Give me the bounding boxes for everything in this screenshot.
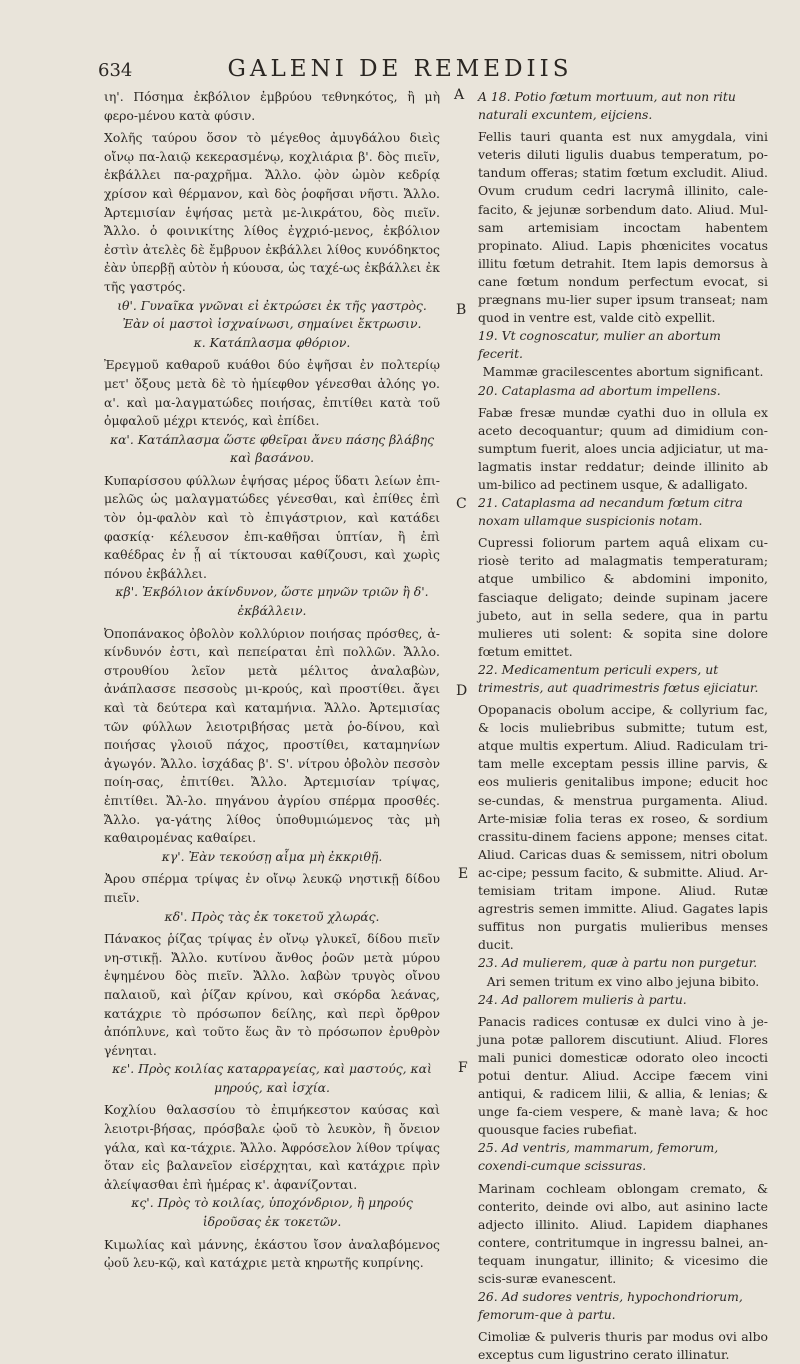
section-heading: A 18. Potio fœtum mortuum, aut non ritu naturali excuntem, eijciens.: [478, 89, 736, 123]
latin-column: [478, 88, 768, 1364]
section-heading: 19. Vt cognoscatur, mulier an abortum fecerit.: [478, 328, 721, 362]
section-heading: 24. Ad pallorem mulieris à partu.: [478, 991, 687, 1007]
page-header: [0, 56, 800, 86]
section-heading: κα'. Κατάπλασμα ὥστε φθεῖραι ἄνευ πάσης βλάβης καὶ βασάνου.: [109, 431, 435, 466]
section-heading: Ἐὰν οἱ μαστοὶ ἰσχναίνωσι, σημαίνει ἔκτρωσιν.: [122, 316, 422, 332]
greek-column: [104, 88, 440, 1273]
paragraph: Fellis tauri quanta est nux amygdala, vini veteris diluti ligulis duabus temperatum, po-tandum offeras; statim fœtum excludit. Aliud. Ovum crudum cedri lacrymâ illinito, cale-facito, & jejunæ sorbendum dato. Aliud. Mul-sam artemisiam incoctam habentem propinato. Aliud. Lapis phœnicites vocatus illitu fœtum detrahit. Item lapis demorsus à cane fœtum nondum perfectum evocat, si prægnans mu-lier super ipsum transeat; nam quod in ventre est, valde citò expellit.: [478, 129, 768, 326]
paragraph: Ἐρεγμοῦ καθαροῦ κυάθοι δύο ἐψῆσαι ἐν πολτερίῳ μετ' ὄξους μετὰ δὲ τὸ ἡμίεφθον γένεσθαι ἀλόης γο. α'. καὶ μα-λαγματώδες ποιήσας, ἐπιτίθει κατὰ τοῦ ὀμφαλοῦ μέχρι κτενός, καὶ ἐπίδει.: [104, 357, 440, 429]
section-heading: Mammæ gracilescentes abortum significant.: [482, 364, 764, 380]
paragraph: Cupressi foliorum partem aquâ elixam cu-riosè terito ad malagmatis temperaturam; atque umbilico & abdomini imponito, fasciaque deligato; deinde supinam jacere jubeto, aut in sella sedere, qua in partu mulieres uti solent: & sopita sine dolore fœtum emittet.: [478, 535, 768, 659]
section-heading: 23. Ad mulierem, quæ à partu non purgetur.: [478, 955, 758, 971]
section-heading: 21. Cataplasma ad necandum fœtum citra noxam ullamque suspicionis notam.: [478, 495, 743, 529]
paragraph: Fabæ fresæ mundæ cyathi duo in ollula ex aceto decoquantur; quum ad dimidium con-sumptum fuerit, aloes uncia adjiciatur, ut ma-lagmatis instar reddatur; deinde illinito ab um-bilico ad pectinem usque, & adalligato.: [478, 404, 768, 492]
margin-letter-d: D: [456, 683, 468, 699]
section-heading: 26. Ad sudores ventris, hypochondriorum, femorum-que à partu.: [478, 1289, 743, 1323]
paragraph: Panacis radices contusæ ex dulci vino à je-juna potæ pallorem discutiunt. Aliud. Flores mali punici domesticæ odorato oleo incocti potui dentur. Aliud. Accipe fæcem vini antiqui, & radicem lilii, & allia, & lenias; & unge fa-ciem vespere, & manè lava; & hoc quousque facies rubefiat.: [478, 1013, 768, 1138]
paragraph: Χολῆς ταύρου ὅσον τὸ μέγεθος ἀμυγδάλου διεὶς οἴνῳ πα-λαιῷ κεκερασμένῳ, κοχλιάρια β'. δὸς πιεῖν, ἐκβάλλει πα-ραχρῆμα. Ἄλλο. ᾠὸν ὠμὸν κεδρίᾳ χρίσον καὶ θέρμανον, καὶ δὸς ῥοφῆσαι νῆστι. Ἄλλο. Ἀρτεμισίαν ἑψήσας μετὰ με-λικράτου, δὸς πιεῖν. Ἄλλο. ὁ φοινικίτης λίθος ἐγχριό-μενος, ἐκβόλιον ἐστὶν ἀτελὲς δὲ ἔμβρυον ἐκβάλλει λίθος κυνόδηκτος ἐὰν ὑπερβῇ αὐτὸν ἡ κύουσα, ὡς ταχέ-ως ἐκβάλλει ἐκ τῆς γαστρός.: [104, 130, 440, 294]
section-heading: κε'. Πρὸς κοιλίας καταρραγείας, καὶ μαστούς, καὶ μηρούς, καὶ ἰσχία.: [112, 1061, 432, 1095]
section-heading: Ari semen tritum ex vino albo jejuna bibito.: [486, 973, 760, 989]
paragraph: Marinam cochleam oblongam cremato, & conterito, deinde ovi albo, aut asinino lacte adjecto illinito. Aliud. Lapidem diaphanes contere, contritumque in ingressu balnei, an-tequam inungatur, illinito; & vicesimo die scis-suræ evanescent.: [478, 1180, 768, 1286]
page-number: 634: [98, 60, 133, 81]
section-heading: ιθ'. Γυναῖκα γνῶναι εἰ ἐκτρώσει ἐκ τῆς γαστρὸς.: [117, 297, 427, 313]
section-heading: 22. Medicamentum periculi expers, ut trimestris, aut quadrimestris fœtus ejiciatur.: [478, 661, 759, 695]
paragraph: Cimoliæ & pulveris thuris par modus ovi albo exceptus cum ligustrino cerato illinatur.: [478, 1329, 768, 1363]
section-heading: κς'. Πρὸς τὸ κοιλίας, ὑποχόνδριον, ἢ μηρούς ἱδροῦσας ἐκ τοκετῶν.: [131, 1195, 413, 1230]
paragraph: Opopanacis obolum accipe, & collyrium fac, & locis muliebribus submitte; tutum est, atque multis expertum. Aliud. Radiculam tri-tam melle exceptam pessis illine parvis, & eos mulieris genitalibus impone; educit hoc se-cundas, & menstrua purgamenta. Aliud. Arte-misiæ folia teras ex roseo, & sordium crassitu-dinem faciens appone; menses citat. Aliud. Caricas duas & semissem, nitri obolum ac-cipe; pessum facito, & submitte. Aliud. Ar-temisiam tritam impone. Aliud. Rutæ agrestris semen immitte. Aliud. Gagates lapis suffitus non purgatis mulieribus menses ducit.: [478, 702, 768, 953]
section-heading: κδ'. Πρὸς τὰς ἐκ τοκετοῦ χλωράς.: [164, 908, 380, 924]
section-heading: κ. Κατάπλασμα φθόριον.: [193, 334, 351, 350]
paragraph: ιη'. Πόσημα ἐκβόλιον ἐμβρύου τεθνηκότος, ἢ μὴ φερο-μένου κατὰ φύσιν.: [104, 89, 440, 123]
margin-letter-a: A: [454, 87, 465, 103]
paragraph: Ὀποπάνακος ὀβολὸν κολλύριον ποιήσας πρόσθες, ἀ-κίνδυνόν ἐστι, καὶ πεπείραται ἐπὶ πολλῶν. Ἄλλο. στρουθίου λεῖον μετὰ μέλιτος ἀναλαβὼν, ἀνάπλασσε πεσσοὺς μι-κρούς, καὶ προστίθει. ἄγει καὶ τὰ δεύτερα καὶ καταμήνια. Ἄλλο. Ἀρτεμισίας τῶν φύλλων λειοτριβήσας μετὰ ῥο-δίνου, καὶ ποιήσας γλοιοῦ πάχος, προστίθει, καταμηνίων ἀγωγόν. Ἄλλο. ἰσχάδας β'. S'. νίτρου ὀβολὸν πεσσὸν ποίη-σας, ἐπιτίθει. Ἄλλο. Ἀρτεμισίαν τρίψας, ἐπιτίθει. Ἄλ-λο. πηγάνου ἀγρίου σπέρμα προσθές. Ἄλλο. γα-γάτης λίθος ὑποθυμιώμενος τὰς μὴ καθαιρομένας καθαίρει.: [104, 625, 440, 846]
running-title: GALENI DE REMEDIIS: [227, 56, 573, 82]
section-heading: 25. Ad ventris, mammarum, femorum, coxendi-cumque scissuras.: [478, 1140, 719, 1174]
section-heading: κγ'. Ἐὰν τεκούσῃ αἷμα μὴ ἐκκριθῇ.: [161, 848, 383, 864]
paragraph: Ἀρου σπέρμα τρίψας ἐν οἴνῳ λευκῷ νηστικῇ δίδου πιεῖν.: [104, 871, 440, 905]
paragraph: Κιμωλίας καὶ μάννης, ἑκάστου ἴσον ἀναλαβόμενος ᾠοῦ λευ-κῷ, καὶ κατάχριε μετὰ κηρωτῆς κυπρίνης.: [104, 1236, 440, 1271]
section-heading: 20. Cataplasma ad abortum impellens.: [478, 382, 721, 398]
paragraph: Κυπαρίσσου φύλλων ἑψήσας μέρος ὕδατι λείων ἐπι-μελῶς ὡς μαλαγματώδες γένεσθαι, καὶ ἐπίθες ἐπὶ τὸν ὀμ-φαλὸν καὶ τὸ ἐπιγάστριον, καὶ κατάδει φασκίᾳ· κέλευσον ἐπι-καθῆσαι ὑπτίαν, ἢ ἐπὶ καθέδρας ἐν ᾗ αἱ τίκτουσαι καθίζουσι, καὶ χωρὶς πόνου ἐκβάλλει.: [104, 472, 440, 581]
margin-letter-c: C: [456, 496, 467, 512]
section-heading: κβ'. Ἐκβόλιον ἀκίνδυνον, ὥστε μηνῶν τριῶν ἢ δ'. ἐκβάλλειν.: [115, 584, 429, 619]
margin-letter-f: F: [458, 1060, 468, 1076]
margin-letter-b: B: [456, 302, 467, 318]
paragraph: Κοχλίου θαλασσίου τὸ ἐπιμήκεστον καύσας καὶ λειοτρι-βήσας, πρόσβαλε ᾠοῦ τὸ λευκὸν, ἢ ὄνειον γάλα, καὶ κα-τάχριε. Ἄλλο. Ἀφρόσελον λίθον τρίψας ὅταν εἰς βαλανεῖον εἰσέρχηται, καὶ κατάχριε πρὶν ἀλείψασθαι ἐπὶ ἡμέρας κ'. ἀφανίζονται.: [104, 1102, 440, 1192]
margin-letter-e: E: [458, 866, 469, 882]
paragraph: Πάνακος ῥίζας τρίψας ἐν οἴνῳ γλυκεῖ, δίδου πιεῖν νη-στικῇ. Ἄλλο. κυτίνου ἄνθος ῥοῶν μετὰ μύρου ἑψημένου δὸς πιεῖν. Ἄλλο. λαβὼν τρυγὸς οἴνου παλαιοῦ, καὶ ῥίζαν κρίνου, καὶ σκόρδα λεάνας, κατάχριε τὸ πρόσωπον δείλης, καὶ περὶ ὄρθρον ἀπόπλυνε, καὶ τοῦτο ἕως ἂν τὸ πρόσωπον ἐρυθρὸν γένηται.: [104, 931, 440, 1058]
